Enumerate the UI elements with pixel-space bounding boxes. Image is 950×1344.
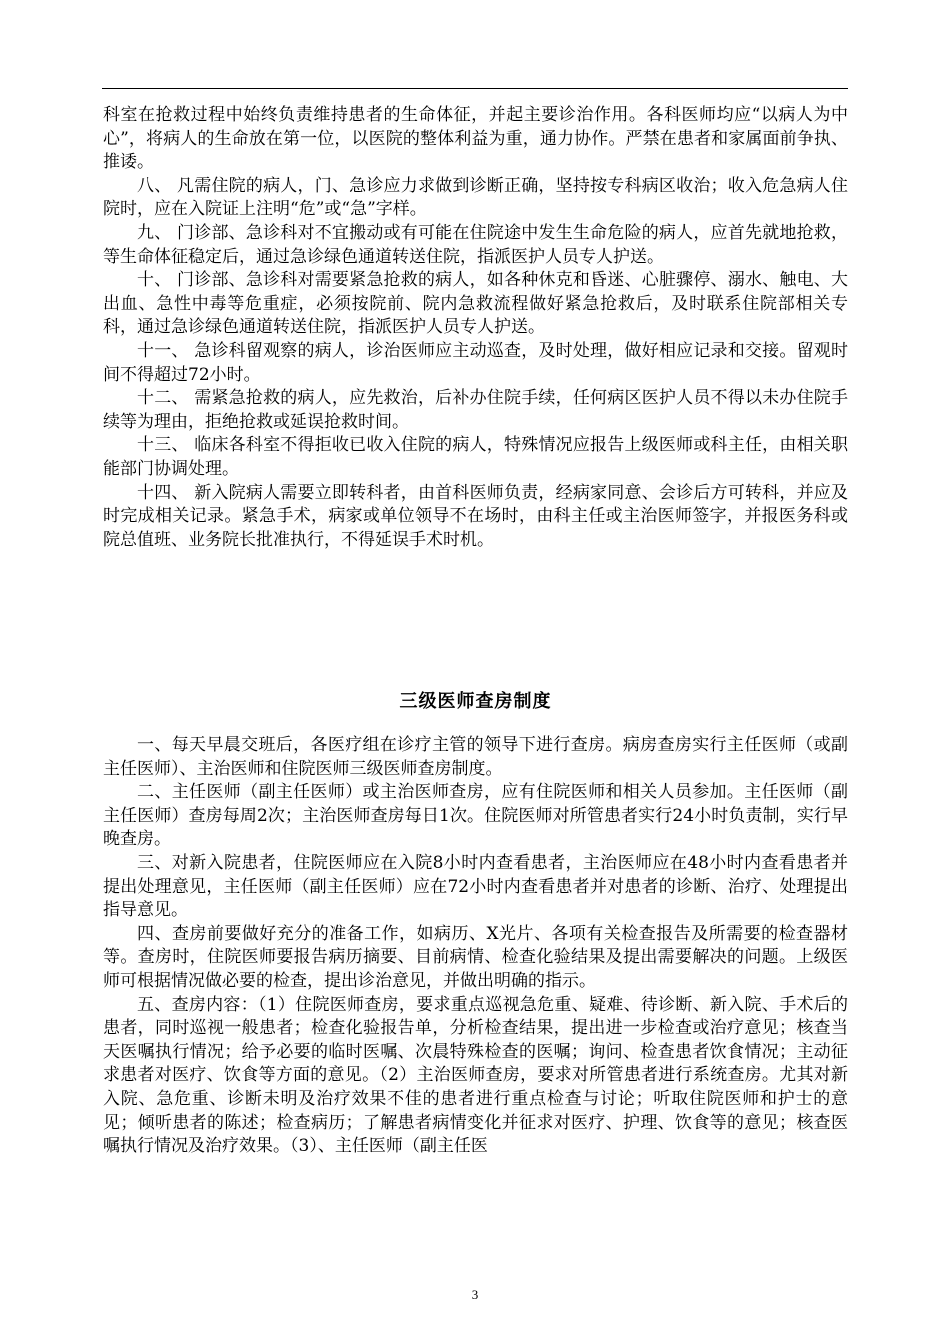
paragraph: 九、 门诊部、急诊科对不宜搬动或有可能在住院途中发生生命危险的病人，应首先就地抢救，等生命体征稳定后，通过急诊绿色通道转送住院，指派医护人员专人护送。 — [103, 222, 848, 267]
section-title: 三级医师查房制度 — [399, 691, 552, 712]
paragraph: 十一、 急诊科留观察的病人，诊治医师应主动巡查，及时处理，做好相应记录和交接。留观时间不得超过72小时。 — [103, 340, 848, 385]
section-admission-rules — [103, 104, 848, 652]
paragraph: 八、 凡需住院的病人，门、急诊应力求做到诊断正确，坚持按专科病区收治；收入危急病人住院时，应在入院证上注明“危”或“急”字样。 — [103, 175, 848, 220]
paragraph: 十三、 临床各科室不得拒收已收入住院的病人，特殊情况应报告上级医师或科主任，由相关职能部门协调处理。 — [103, 435, 848, 479]
paragraph: 四、查房前要做好充分的准备工作，如病历、X光片、各项有关检查报告及所需要的检查器材等。查房时，住院医师要报告病历摘要、目前病情、检查化验结果及提出需要解决的问题。上级医师可根据情况做必要的检查，提出诊治意见，并做出明确的指示。 — [103, 923, 848, 991]
paragraph: 十四、 新入院病人需要立即转科者，由首科医师负责，经病家同意、会诊后方可转科，并应及时完成相关记录。紧急手术，病家或单位领导不在场时，由科主任或主治医师签字，并报医务科或院总值班、业务院长批准执行，不得延误手术时机。 — [103, 482, 848, 550]
paragraph: 十二、 需紧急抢救的病人，应先救治，后补办住院手续，任何病区医护人员不得以未办住院手续等为理由，拒绝抢救或延误抢救时间。 — [103, 388, 848, 432]
page-number: 3 — [471, 1287, 479, 1302]
paragraph: 十、 门诊部、急诊科对需要紧急抢救的病人，如各种休克和昏迷、心脏骤停、溺水、触电、大出血、急性中毒等危重症，必须按院前、院内急救流程做好紧急抢救后，及时联系住院部相关专科，通过急诊绿色通道转送住院，指派医护人员专人护送。 — [103, 270, 848, 338]
section-ward-rounds — [103, 734, 848, 1159]
document-body — [103, 104, 848, 1159]
paragraph: 五、查房内容：（1）住院医师查房，要求重点巡视急危重、疑难、待诊断、新入院、手术后的患者，同时巡视一般患者；检查化验报告单，分析检查结果，提出进一步检查或治疗意见；核查当天医嘱执行情况；给予必要的临时医嘱、次晨特殊检查的医嘱；询问、检查患者饮食情况；主动征求患者对医疗、饮食等方面的意见。（2）主治医师查房，要求对所管患者进行系统查房。尤其对新入院、急危重、诊断未明及治疗效果不佳的患者进行重点检查与讨论；听取住院医师和护士的意见；倾听患者的陈述；检查病历；了解患者病情变化并征求对医疗、护理、饮食等的意见；核查医嘱执行情况及治疗效果。（3）、主任医师（副主任医 — [103, 994, 848, 1157]
header-rule — [102, 88, 848, 89]
paragraph: 二、主任医师（副主任医师）或主治医师查房，应有住院医师和相关人员参加。主任医师（副主任医师）查房每周2次；主治医师查房每日1次。住院医师对所管患者实行24小时负责制，实行早晚查房。 — [103, 782, 848, 850]
paragraph: 一、每天早晨交班后，各医疗组在诊疗主管的领导下进行查房。病房查房实行主任医师（或副主任医师）、主治医师和住院医师三级医师查房制度。 — [103, 735, 848, 779]
paragraph: 科室在抢救过程中始终负责维持患者的生命体征，并起主要诊治作用。各科医师均应“以病人为中心”，将病人的生命放在第一位，以医院的整体利益为重，通力协作。严禁在患者和家属面前争执、推诿。 — [103, 105, 848, 173]
paragraph: 三、对新入院患者，住院医师应在入院8小时内查看患者，主治医师应在48小时内查看患者并提出处理意见，主任医师（副主任医师）应在72小时内查看患者并对患者的诊断、治疗、处理提出指导意见。 — [103, 852, 848, 921]
